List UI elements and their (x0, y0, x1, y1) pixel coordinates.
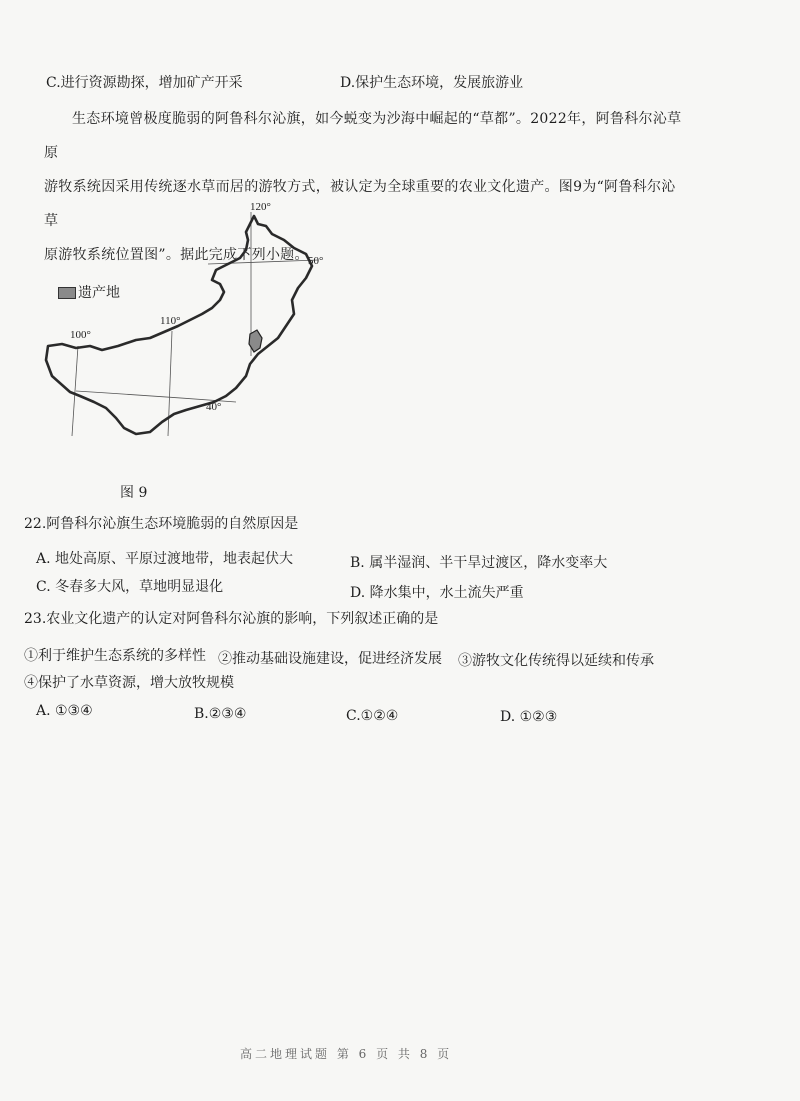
page-footer: 高二地理试题 第 6 页 共 8 页 (240, 1047, 453, 1061)
label-lon-110: 110° (160, 315, 181, 327)
location-map (36, 196, 336, 446)
graticule (72, 212, 318, 436)
q23-option-a: A. ①③④ (36, 703, 93, 719)
q23-statement-3: ③游牧文化传统得以延续和传承 (458, 653, 654, 669)
legend-label: 遗产地 (78, 285, 120, 301)
label-lat-50: 50° (308, 255, 324, 267)
intro-line-2: 游牧系统因采用传统逐水草而居的游牧方式，被认定为全球重要的农业文化遗产。图9为“阿鲁科尔沁草 (44, 179, 676, 229)
q23-statement-1: ①利于维护生态系统的多样性 (24, 648, 206, 664)
q23-option-c: C.①②④ (346, 708, 399, 724)
q22-option-d: D. 降水集中，水土流失严重 (350, 585, 524, 601)
parallel-50 (208, 260, 318, 264)
intro-line-3: 原游牧系统位置图”。据此完成下列小题。 (44, 247, 309, 263)
figure-caption: 图 9 (120, 485, 148, 501)
q23-option-d: D. ①②③ (500, 709, 558, 725)
intro-line-1: 生态环境曾极度脆弱的阿鲁科尔沁旗，如今蜕变为沙海中崛起的“草都”。2022年，阿鲁科尔沁草原 (44, 111, 682, 161)
q22-option-b: B. 属半湿润、半干旱过渡区，降水变率大 (350, 555, 608, 571)
q23-option-b: B.②③④ (194, 706, 247, 722)
meridian-110 (168, 331, 172, 436)
q22-option-c: C. 冬春多大风，草地明显退化 (36, 579, 224, 595)
label-lon-100: 100° (70, 329, 91, 341)
q22-option-a: A. 地处高原、平原过渡地带，地表起伏大 (36, 551, 294, 567)
q22-stem: 22.阿鲁科尔沁旗生态环境脆弱的自然原因是 (24, 516, 299, 532)
prev-option-d: D.保护生态环境，发展旅游业 (340, 75, 524, 91)
q23-statement-2: ②推动基础设施建设，促进经济发展 (218, 651, 442, 667)
label-lon-120: 120° (250, 201, 271, 213)
prev-option-c: C.进行资源勘探，增加矿产开采 (46, 75, 243, 91)
q23-statement-4: ④保护了水草资源，增大放牧规模 (24, 675, 234, 691)
label-lat-40: 40° (206, 401, 222, 413)
q23-stem: 23.农业文化遗产的认定对阿鲁科尔沁旗的影响，下列叙述正确的是 (24, 611, 439, 627)
legend-swatch (58, 287, 76, 299)
